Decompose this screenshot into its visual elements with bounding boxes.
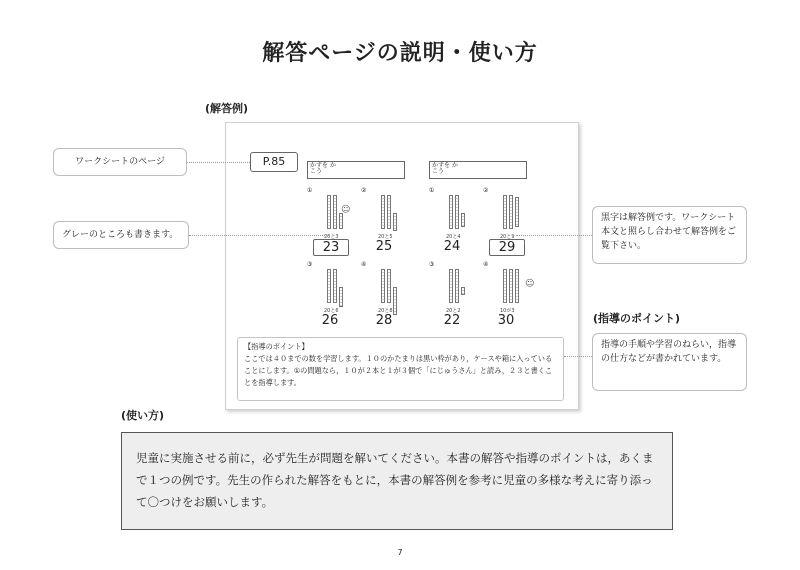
problem-2 xyxy=(361,187,407,261)
problem-5-answer: 24 xyxy=(443,239,461,254)
callout-black-text: 黒字は解答例です。ワークシート本文と照らし合わせて解答例をご覧下さい。 xyxy=(592,206,747,264)
problem-8-marker: ④ xyxy=(483,261,489,268)
problem-2-sum: 20と5 xyxy=(378,234,393,240)
worksheet-header-text: かずを かこう xyxy=(310,162,336,175)
problem-6-bars xyxy=(503,195,513,229)
problem-6-marker: ② xyxy=(483,187,489,194)
problem-7-ones xyxy=(461,287,465,295)
problem-7-marker: ③ xyxy=(429,261,435,268)
problem-3-ones xyxy=(339,287,343,307)
problem-3 xyxy=(307,261,353,335)
problem-5-bars xyxy=(449,195,459,229)
problem-3-marker: ③ xyxy=(307,261,313,268)
problem-6-ones xyxy=(515,197,519,227)
problem-3-answer: 26 xyxy=(321,313,339,328)
problem-8-sum: 10が3 xyxy=(500,308,515,314)
problem-7 xyxy=(429,261,475,335)
guidance-body: ここでは４０までの数を学習します。１０のかたまりは黒い枠があり，ケースや箱に入っていることにします。①の問題なら，１０が２本と１が３個で「にじゅうさん」と読み，２３と書くことを指導します。 xyxy=(244,354,553,387)
problem-1-answer: 23 xyxy=(313,239,349,256)
problem-6-answer: 29 xyxy=(489,239,525,256)
callout-line-black-text xyxy=(516,235,592,236)
problem-2-bars xyxy=(381,195,391,229)
problem-6-sum: 20と9 xyxy=(500,234,515,240)
problem-5-sum: 20と4 xyxy=(446,234,461,240)
callout-line-guidance xyxy=(564,356,592,357)
problem-3-bars xyxy=(327,269,337,303)
problem-6 xyxy=(483,187,529,261)
problem-7-bars xyxy=(449,269,459,303)
problem-1 xyxy=(307,187,353,261)
problem-5-ones xyxy=(461,213,465,227)
problem-4-answer: 28 xyxy=(375,313,393,328)
problem-4 xyxy=(361,261,407,335)
callout-gray-parts: グレーのところも書きます。 xyxy=(53,221,189,249)
problem-5 xyxy=(429,187,475,261)
worksheet-header-right xyxy=(429,161,527,179)
mascot-right-icon: ☺ xyxy=(525,279,535,289)
page-title: 解答ページの説明・使い方 xyxy=(262,41,538,66)
problem-3-sum: 20と6 xyxy=(324,308,339,314)
problem-8-answer: 30 xyxy=(497,313,515,328)
worksheet-header xyxy=(307,161,405,179)
worksheet-header-right-text: かずを かこう xyxy=(432,162,458,175)
problem-2-ones xyxy=(393,213,397,231)
page-number: 7 xyxy=(397,548,403,557)
problem-7-answer: 22 xyxy=(443,313,461,328)
problem-4-bars xyxy=(381,269,391,303)
mascot-left-icon: ☺ xyxy=(341,205,351,215)
callout-guidance: 指導の手順や学習のねらい，指導の仕方などが書かれています。 xyxy=(592,333,747,391)
problem-2-marker: ② xyxy=(361,187,367,194)
problem-8-bars xyxy=(503,269,519,303)
problem-5-marker: ① xyxy=(429,187,435,194)
guidance-callout-title: (指導のポイント) xyxy=(593,312,681,325)
callout-worksheet-page: ワークシートのページ xyxy=(53,148,187,176)
problem-1-bars xyxy=(327,195,337,229)
page-reference-label: P.85 xyxy=(250,152,298,172)
problem-7-sum: 20と2 xyxy=(446,308,461,314)
usage-label: (使い方) xyxy=(121,409,165,422)
problem-4-ones xyxy=(393,287,397,315)
problem-1-sum: 20と3 xyxy=(324,234,339,240)
guidance-box xyxy=(237,337,564,401)
callout-line-worksheet-page xyxy=(187,162,250,163)
problem-4-sum: 20と8 xyxy=(378,308,393,314)
problem-1-marker: ① xyxy=(307,187,313,194)
usage-box: 児童に実施させる前に，必ず先生が問題を解いてください。本書の解答や指導のポイントは，あくまで１つの例です。先生の作られた解答をもとに，本書の解答例を参考に児童の多様な考えに寄り添って〇つけをお願いします。 xyxy=(121,432,673,530)
problem-1-ones xyxy=(339,213,343,229)
problem-4-marker: ④ xyxy=(361,261,367,268)
problem-2-answer: 25 xyxy=(375,239,393,254)
example-label: (解答例) xyxy=(205,102,249,115)
problem-8 xyxy=(483,261,529,335)
callout-line-gray-parts xyxy=(189,235,329,236)
guidance-heading: 【指導のポイント】 xyxy=(244,342,309,351)
